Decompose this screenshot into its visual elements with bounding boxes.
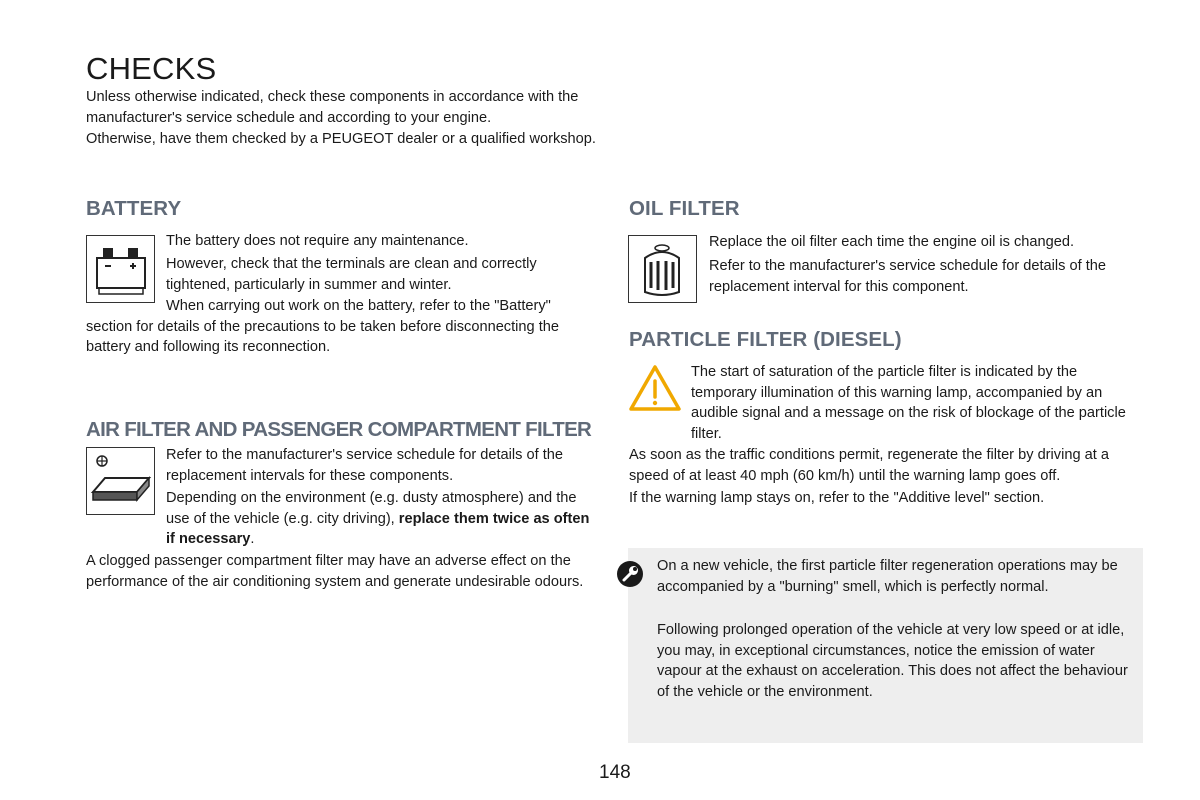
air-filter-heading: AIR FILTER AND PASSENGER COMPARTMENT FILTER <box>86 418 592 441</box>
battery-heading: BATTERY <box>86 197 182 220</box>
battery-paragraph-2: However, check that the terminals are clean and correctly tightened, particularly in summer and winter. <box>166 256 537 293</box>
oil-filter-icon <box>628 235 697 303</box>
page-title: CHECKS <box>86 51 217 86</box>
air-filter-paragraph-1: Refer to the manufacturer's service schedule for details of the replacement intervals for these components. <box>166 447 564 484</box>
intro-paragraph-1: Unless otherwise indicated, check these components in accordance with the manufacturer's service schedule and according to your engine. <box>86 89 579 126</box>
air-filter-paragraph-3: A clogged passenger compartment filter may have an adverse effect on the performance of the air conditioning system and generate undesirable odours. <box>86 553 584 590</box>
battery-icon <box>86 235 155 303</box>
particle-filter-heading: PARTICLE FILTER (DIESEL) <box>629 328 902 351</box>
intro-paragraph-2: Otherwise, have them checked by a PEUGEOT dealer or a qualified workshop. <box>86 131 596 147</box>
air-filter-paragraph-2: Depending on the environment (e.g. dusty atmosphere) and the use of the vehicle (e.g. city driving), replace them twice as often if necessary. <box>166 490 590 547</box>
page-number: 148 <box>599 762 631 783</box>
oil-filter-heading: OIL FILTER <box>629 197 740 220</box>
wrench-info-icon <box>616 560 644 588</box>
battery-paragraph-1: The battery does not require any maintenance. <box>166 233 469 249</box>
info-note-paragraph-1: On a new vehicle, the first particle filter regeneration operations may be accompanied by a "burning" smell, which is perfectly normal. <box>657 558 1118 595</box>
battery-paragraph-3: When carrying out work on the battery, refer to the "Battery" section for details of the precautions to be taken before disconnecting the battery and following its reconnection. <box>86 298 559 355</box>
oil-filter-paragraph-2: Refer to the manufacturer's service schedule for details of the replacement interval for this component. <box>709 258 1107 295</box>
info-note-paragraph-2: Following prolonged operation of the vehicle at very low speed or at idle, you may, in exceptional circumstances, notice the emission of water vapour at the exhaust on acceleration. This does not affect the behaviour of the vehicle or the environment. <box>657 622 1128 700</box>
particle-filter-paragraph-1: The start of saturation of the particle filter is indicated by the temporary illumination of this warning lamp, accompanied by an audible signal and a message on the risk of blockage of the particle filter. <box>691 364 1126 442</box>
particle-filter-paragraph-3: If the warning lamp stays on, refer to the "Additive level" section. <box>629 490 1045 506</box>
particle-filter-paragraph-2: As soon as the traffic conditions permit, regenerate the filter by driving at a speed of at least 40 mph (60 km/h) until the warning lamp goes off. <box>629 447 1109 484</box>
warning-triangle-icon <box>628 363 682 415</box>
air-filter-icon <box>86 447 155 515</box>
oil-filter-paragraph-1: Replace the oil filter each time the engine oil is changed. <box>709 234 1075 250</box>
